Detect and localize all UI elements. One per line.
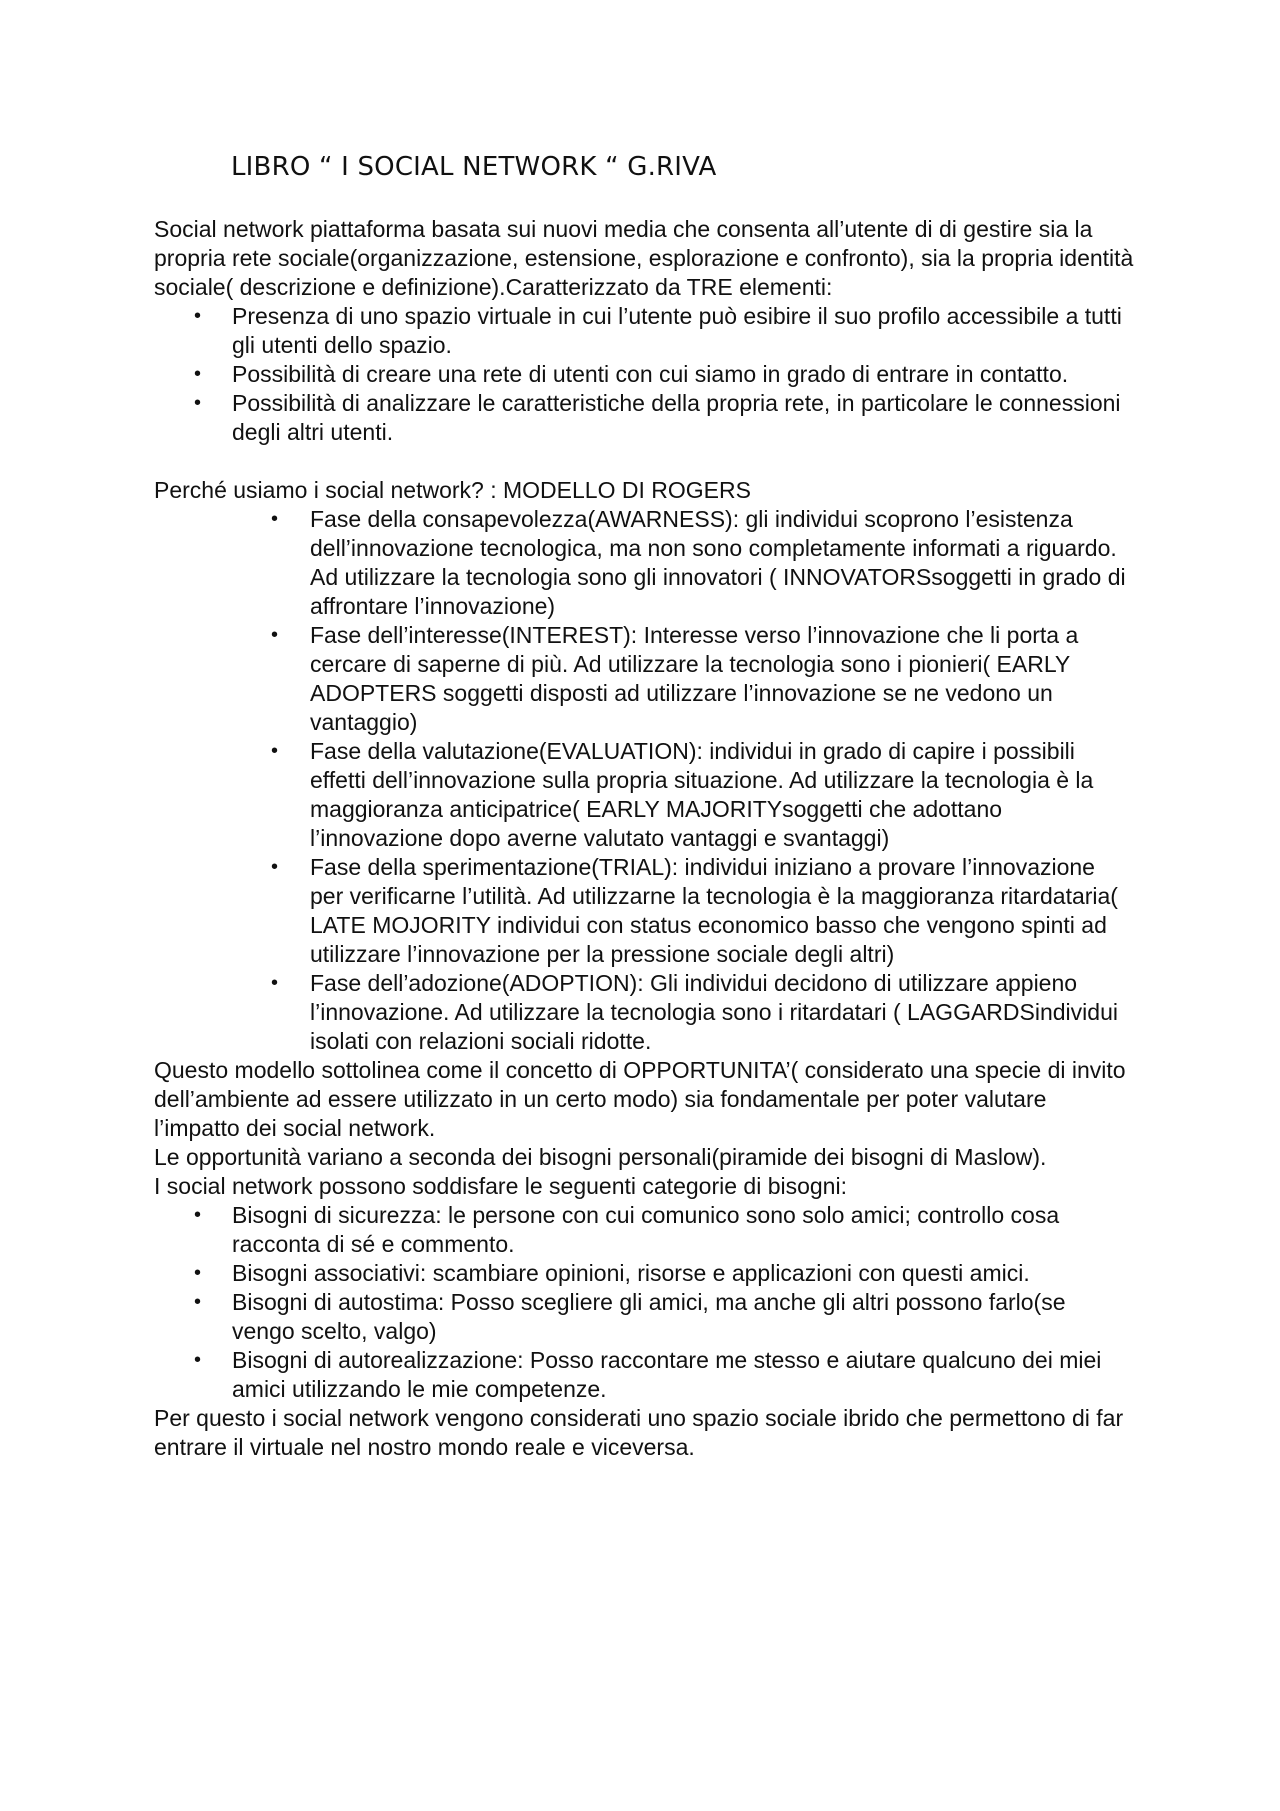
list-item-text: Presenza di uno spazio virtuale in cui l’utente può esibire il suo profilo accessibile a tutti gli utenti dello spazio. [232, 303, 1122, 358]
list-item-text: Possibilità di creare una rete di utenti con cui siamo in grado di entrare in contatto. [232, 361, 1069, 387]
paragraph-gap [154, 447, 1134, 476]
bullet-icon: • [194, 305, 202, 327]
list-item-text: Bisogni di sicurezza: le persone con cui comunico sono solo amici; controllo cosa racconta di sé e commento. [232, 1202, 1060, 1257]
list-item [154, 360, 1134, 389]
list-item [154, 737, 1134, 853]
list-item [154, 1288, 1134, 1346]
list-item [154, 853, 1134, 969]
list-item-text: Bisogni di autorealizzazione: Posso raccontare me stesso e aiutare qualcuno dei miei amici utilizzando le mie competenze. [232, 1347, 1102, 1402]
list-item-text: Fase della sperimentazione(TRIAL): individui iniziano a provare l’innovazione per verificarne l’utilità. Ad utilizzarne la tecnologia è la maggioranza ritardataria( LATE MOJORITY individui con status economico basso che vengono spinti ad utilizzare l’innovazione per la pressione sociale degli altri) [310, 854, 1118, 967]
bullet-icon: • [271, 624, 279, 646]
conclusion-paragraph: Per questo i social network vengono considerati uno spazio sociale ibrido che permettono di far entrare il virtuale nel nostro mondo reale e viceversa. [154, 1405, 1124, 1460]
list-item [154, 389, 1134, 447]
needs-list [154, 1201, 1134, 1404]
list-item-text: Fase della consapevolezza(AWARNESS): gli individui scoprono l’esistenza dell’innovazione tecnologica, ma non sono completamente informati a riguardo. Ad utilizzare la tecnologia sono gli innovatori ( INNOVATORSsoggetti in grado di affrontare l’innovazione) [310, 506, 1126, 619]
bullet-icon: • [271, 508, 279, 530]
rogers-heading: Perché usiamo i social network? : MODELLO DI ROGERS [154, 477, 751, 503]
list-item-text: Fase della valutazione(EVALUATION): individui in grado di capire i possibili effetti dell’innovazione sulla propria situazione. Ad utilizzare la tecnologia è la maggioranza anticipatrice( EARLY MAJORITYsoggetti che adottano l’innovazione dopo averne valutato vantaggi e svantaggi) [310, 738, 1094, 851]
list-item [154, 1201, 1134, 1259]
bullet-icon: • [194, 1349, 202, 1371]
list-item-text: Bisogni di autostima: Posso scegliere gli amici, ma anche gli altri possono farlo(se vengo scelto, valgo) [232, 1289, 1066, 1344]
bullet-icon: • [194, 1262, 202, 1284]
list-item [154, 302, 1134, 360]
document-title: LIBRO “ I SOCIAL NETWORK “ G.RIVA [231, 152, 717, 182]
bullet-icon: • [271, 856, 279, 878]
elements-list [154, 302, 1134, 447]
bullet-icon: • [271, 972, 279, 994]
list-item-text: Fase dell’interesse(INTEREST): Interesse verso l’innovazione che li porta a cercare di saperne di più. Ad utilizzare la tecnologia sono i pionieri( EARLY ADOPTERS soggetti disposti ad utilizzare l’innovazione se ne vedono un vantaggio) [310, 622, 1079, 735]
maslow-paragraph: Le opportunità variano a seconda dei bisogni personali(piramide dei bisogni di Maslow). [154, 1144, 1047, 1170]
bullet-icon: • [194, 363, 202, 385]
intro-paragraph: Social network piattaforma basata sui nuovi media che consenta all’utente di di gestire sia la propria rete sociale(organizzazione, estensione, esplorazione e confronto), sia la propria identità sociale( descrizione e definizione).Caratterizzato da TRE elementi: [154, 216, 1134, 300]
rogers-phases-list [154, 505, 1134, 1056]
list-item [154, 1259, 1134, 1288]
list-item-text: Bisogni associativi: scambiare opinioni, risorse e applicazioni con questi amici. [232, 1260, 1030, 1286]
list-item-text: Possibilità di analizzare le caratteristiche della propria rete, in particolare le connessioni degli altri utenti. [232, 390, 1121, 445]
needs-intro: I social network possono soddisfare le seguenti categorie di bisogni: [154, 1173, 847, 1199]
list-item [154, 505, 1134, 621]
bullet-icon: • [194, 1291, 202, 1313]
list-item [154, 969, 1134, 1056]
document-body [154, 215, 1134, 1462]
bullet-icon: • [271, 740, 279, 762]
list-item [154, 1346, 1134, 1404]
bullet-icon: • [194, 1204, 202, 1226]
opportunity-paragraph: Questo modello sottolinea come il concetto di OPPORTUNITA’( considerato una specie di invito dell’ambiente ad essere utilizzato in un certo modo) sia fondamentale per poter valutare l’impatto dei social network. [154, 1057, 1126, 1141]
list-item [154, 621, 1134, 737]
bullet-icon: • [194, 392, 202, 414]
list-item-text: Fase dell’adozione(ADOPTION): Gli individui decidono di utilizzare appieno l’innovazione. Ad utilizzare la tecnologia sono i ritardatari ( LAGGARDSindividui isolati con relazioni sociali ridotte. [310, 970, 1118, 1054]
